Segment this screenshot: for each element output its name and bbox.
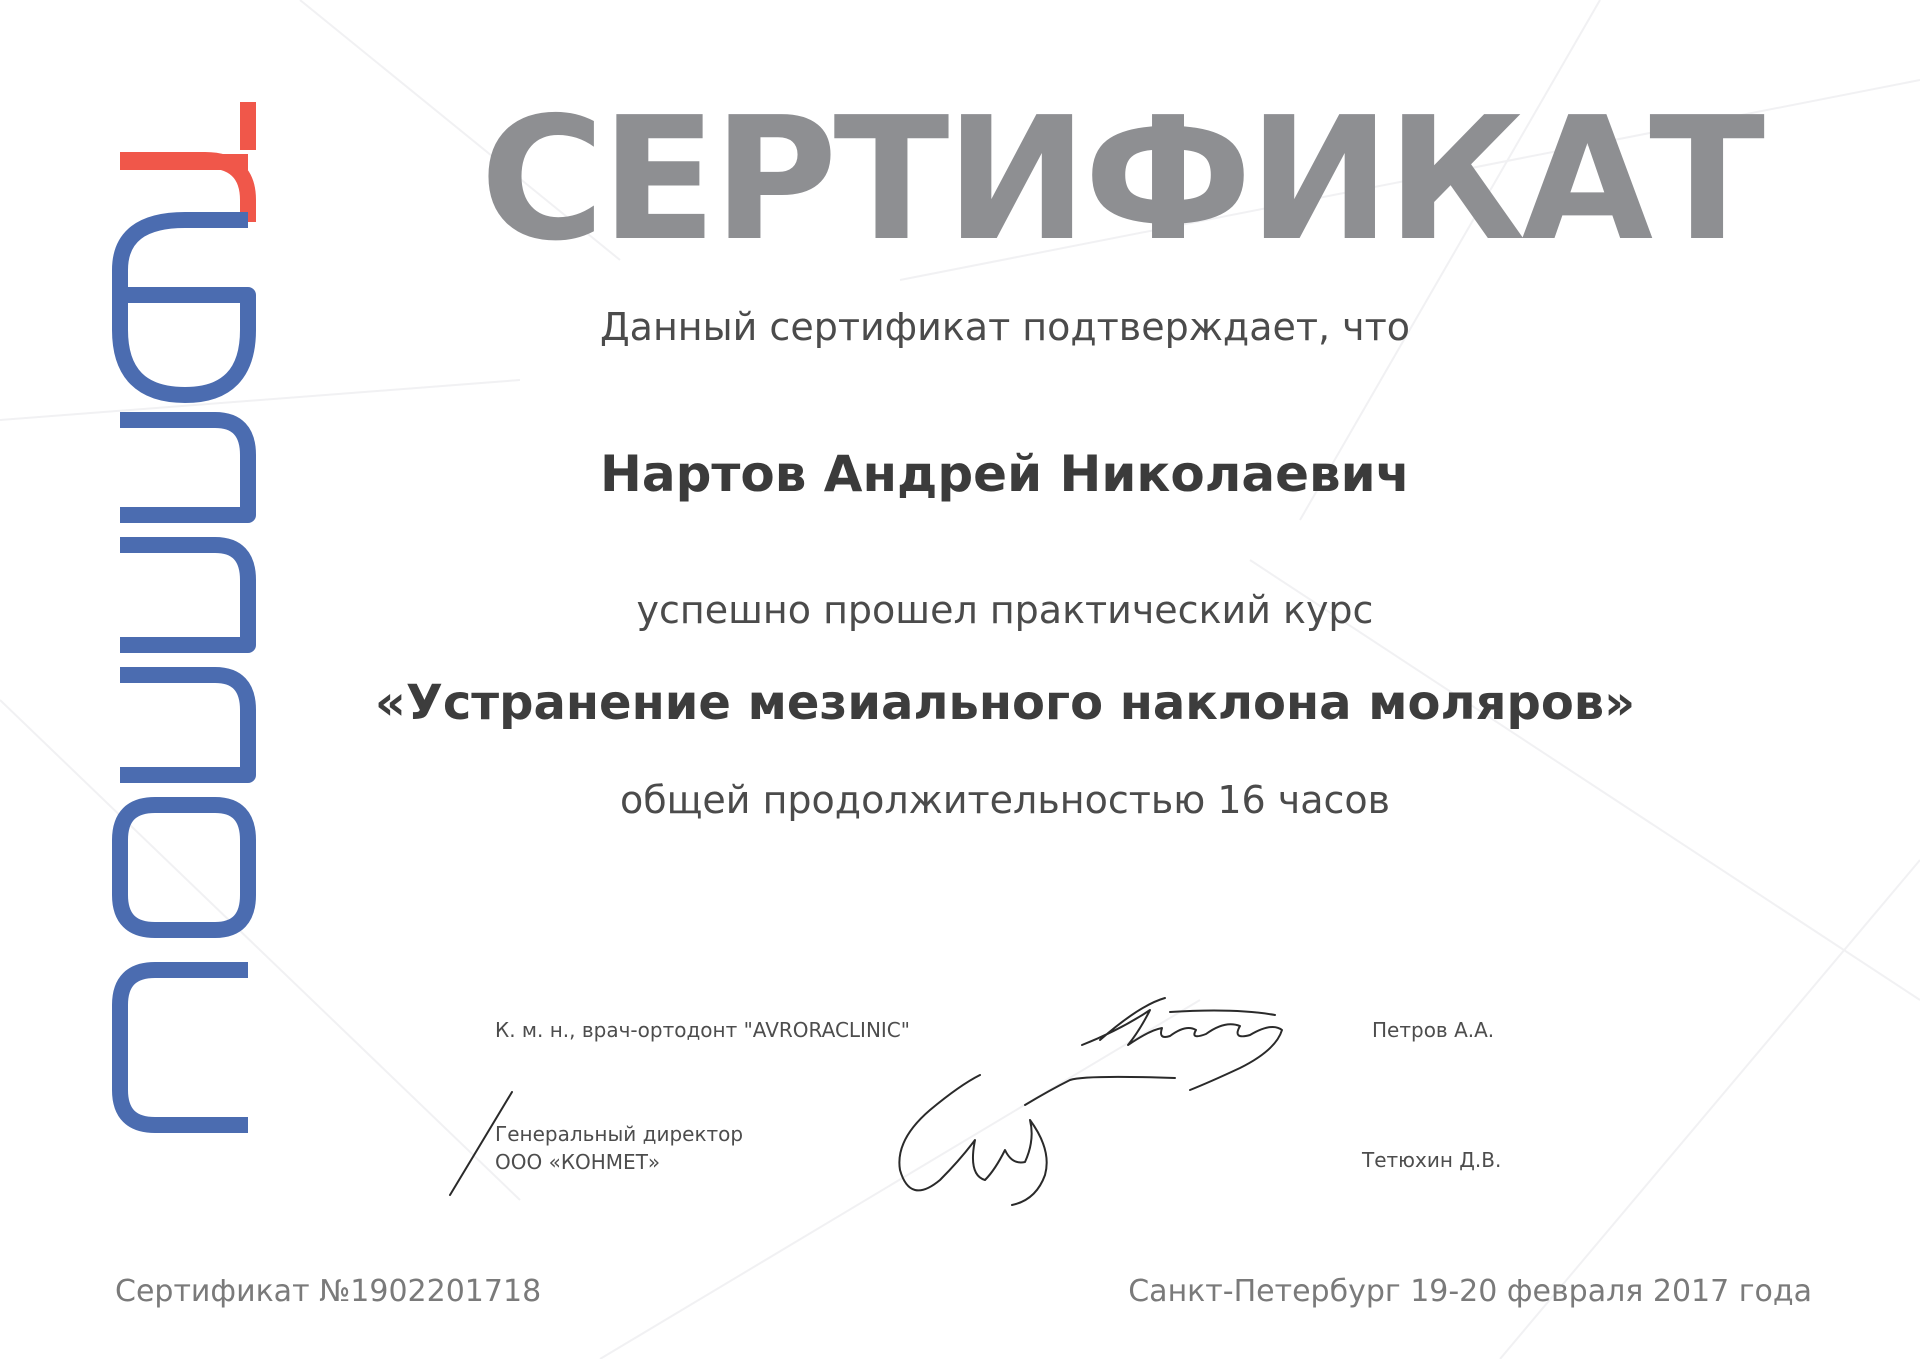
completion-text: успешно прошел практический курс (636, 588, 1374, 632)
company-logo (110, 90, 260, 1240)
signatory-1-name: Петров А.А. (1372, 1018, 1495, 1042)
signatory-2-role (495, 1120, 743, 1176)
signatory-2-role-line1: Генеральный директор (495, 1122, 744, 1146)
signatory-2-role-line2: ООО «КОНМЕТ» (495, 1150, 661, 1174)
certificate-number: Сертификат №1902201718 (115, 1274, 542, 1309)
recipient-name: Нартов Андрей Николаевич (600, 445, 1410, 503)
signatory-1-role: К. м. н., врач-ортодонт "AVRORACLINIC" (495, 1018, 910, 1042)
place-and-date: Санкт-Петербург 19-20 февраля 2017 года (1128, 1274, 1812, 1309)
course-title: «Устранение мезиального наклона моляров» (374, 675, 1636, 731)
intro-text: Данный сертификат подтверждает, что (599, 305, 1410, 349)
certificate-title: СЕРТИФИКАТ (480, 81, 1762, 279)
signatory-2-name: Тетюхин Д.В. (1362, 1148, 1502, 1172)
course-duration: общей продолжительностью 16 часов (619, 778, 1391, 822)
